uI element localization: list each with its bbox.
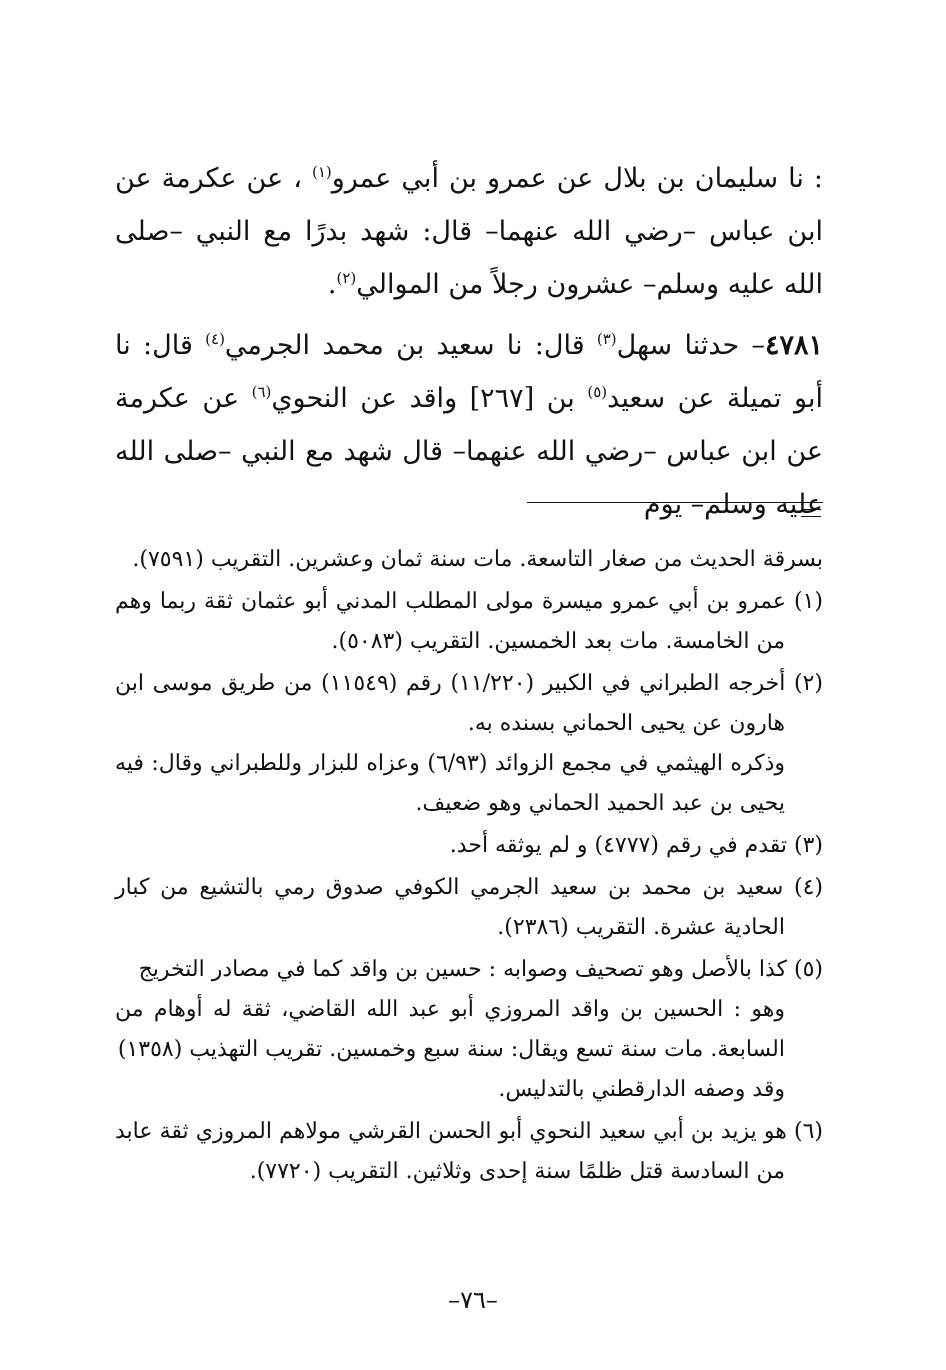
footnote-separator <box>527 502 823 503</box>
text-segment: ، عن عكرمة عن ابن عباس –رضي الله عنهما– قال: شهد بدرًا مع النبي –صلى الله عليه وسلم– عشرون رجلاً من الموالي <box>115 163 823 300</box>
text-segment: . <box>327 269 337 300</box>
footnote-1: (١) عمرو بن أبي عمرو ميسرة مولى المطلب المدني أبو عثمان ثقة ربما وهم من الخامسة. مات بعد الخمسين. التقريب (٥٠٨٣). <box>115 589 823 654</box>
footnote-4: (٤) سعيد بن محمد بن سعيد الجرمي الكوفي صدوق رمي بالتشيع من كبار الحادية عشرة. التقريب (٢٣٨٦). <box>115 875 823 940</box>
hadith-paragraph <box>115 319 823 531</box>
footnote-5-continued: وهو : الحسين بن واقد المروزي أبو عبد الله القاضي، ثقة له أوهام من السابعة. مات سنة تسع ويقال: سنة سبع وخمسين. تقريب التهذيب (١٣٥٨) <box>115 997 785 1062</box>
paragraph-continuation <box>115 152 823 311</box>
main-text <box>115 152 823 531</box>
footnote-ref: (٣) <box>596 330 617 348</box>
footnote-2: (٢) أخرجه الطبراني في الكبير (١١/٢٢٠) رقم (١١٥٤٩) من طريق موسى ابن هارون عن يحيى الحماني بسنده به. <box>115 671 824 736</box>
text-segment: قال: نا أبو تميلة عن سعيد <box>115 330 824 414</box>
footnote-ref: (١) <box>311 163 332 181</box>
footnote-6: (٦) هو يزيد بن أبي سعيد النحوي أبو الحسن القرشي مولاهم المروزي ثقة عابد من السادسة قتل ظلمًا سنة إحدى وثلاثين. التقريب (٧٧٢٠). <box>115 1119 823 1184</box>
text-segment: : نا سليمان بن بلال عن عمرو بن أبي عمرو <box>331 163 823 194</box>
continuation-mark <box>801 509 821 517</box>
footnote-3: (٣) تقدم في رقم (٤٧٧٧) و لم يوثقه أحد. <box>449 833 823 858</box>
footnote-5: (٥) كذا بالأصل وهو تصحيف وصوابه : حسين بن واقد كما في مصادر التخريج <box>138 957 823 982</box>
footnote-5-end: وقد وصفه الدارقطني بالتدليس. <box>498 1077 785 1102</box>
footnote-ref: (٢) <box>336 269 357 287</box>
footnote-2-continued: وذكره الهيثمي في مجمع الزوائد (٦/٩٣) وعزاه للبزار وللطبراني وقال: فيه يحيى بن عبد الحميد الحماني وهو ضعيف. <box>115 751 785 816</box>
page-number: –٧٦– <box>448 1286 498 1314</box>
footnote-carryover: بسرقة الحديث من صغار التاسعة. مات سنة ثمان وعشرين. التقريب (٧٥٩١). <box>132 547 823 572</box>
text-segment: قال: نا سعيد بن محمد الجرمي <box>224 330 597 361</box>
footnotes <box>115 540 823 1192</box>
text-segment: عن عكرمة عن ابن عباس –رضي الله عنهما– قال شهد مع النبي –صلى الله عليه وسلم– يوم <box>115 383 823 520</box>
footnote-ref: (٦) <box>251 383 272 401</box>
text-segment: – حدثنا سهل <box>616 330 765 361</box>
footnote-ref: (٥) <box>587 383 608 401</box>
text-segment: بن [٢٦٧] واقد عن النحوي <box>271 383 588 414</box>
footnote-ref: (٤) <box>205 330 225 348</box>
hadith-number: ٤٧٨١ <box>764 330 823 361</box>
